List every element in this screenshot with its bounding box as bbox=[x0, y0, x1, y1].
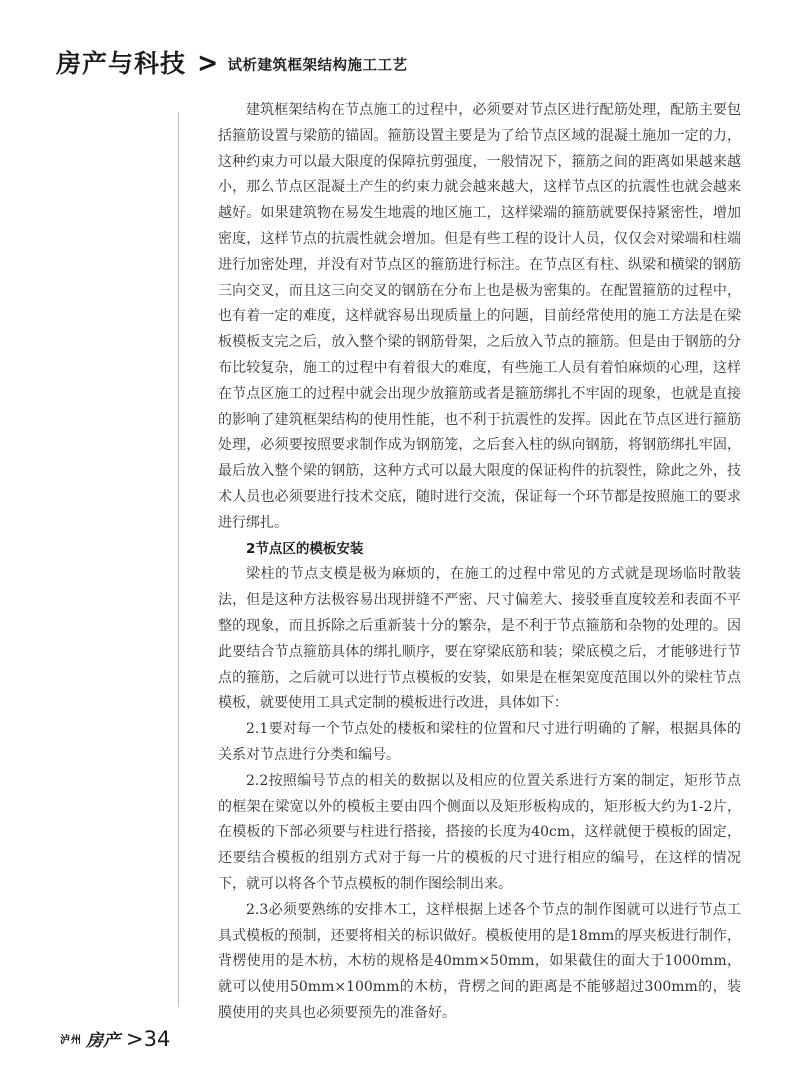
page-footer bbox=[60, 1026, 170, 1051]
paragraph: 2.1要对每一个节点处的楼板和梁柱的位置和尺寸进行明确的了解，根据具体的关系对节点进行分类和编号。 bbox=[218, 721, 741, 763]
section-name: 房产与科技 bbox=[56, 49, 187, 78]
paragraph: 建筑框架结构在节点施工的过程中，必须要对节点区进行配筋处理，配筋主要包括箍筋设置与梁筋的锚固。箍筋设置主要是为了给节点区域的混凝土施加一定的力，这种约束力可以最大限度的保障抗剪强度，一般情况下，箍筋之间的距离如果越来越小，那么节点区混凝土产生的约束力就会越来越大，这样节点区的抗震性也就会越来越好。如果建筑物在易发生地震的地区施工，这样梁端的箍筋就要保持紧密性，增加密度，这样节点的抗震性就会增加。但是有些工程的设计人员，仅仅会对梁端和柱端进行加密处理，并没有对节点区的箍筋进行标注。在节点区有柱、纵梁和横梁的钢筋三向交叉，而且这三向交叉的钢筋在分布上也是极为密集的。在配置箍筋的过程中，也有着一定的难度，这样就容易出现质量上的问题，目前经常使用的施工方法是在梁板模板支完之后，放入整个梁的钢筋骨架，之后放入节点的箍筋。但是由于钢筋的分布比较复杂，施工的过程中有着很大的难度，有些施工人员有着怕麻烦的心理，这样在节点区施工的过程中就会出现少放箍筋或者是箍筋绑扎不牢固的现象，也就是直接的影响了建筑框架结构的使用性能，也不利于抗震性的发挥。因此在节点区进行箍筋处理，必须要按照要求制作成为钢筋笼，之后套入柱的纵向钢筋，将钢筋绑扎牢固，最后放入整个梁的钢筋，这种方式可以最大限度的保证构件的抗裂性，除此之外，技术人员也必须要进行技术交底，随时进行交流，保证每一个环节都是按照施工的要求进行绑扎。 bbox=[218, 102, 741, 531]
section-heading: 2节点区的模板安装 bbox=[246, 540, 364, 557]
paragraph: 梁柱的节点支模是极为麻烦的，在施工的过程中常见的方式就是现场临时散装法，但是这种方法极容易出现拼缝不严密、尺寸偏差大、接驳垂直度较差和表面不平整的现象，而且拆除之后重新装十分的繁杂，是不利于节点箍筋和杂物的处理的。因此要结合节点箍筋具体的绑扎顺序，要在穿梁底筋和装；梁底模之后，才能够进行节点的箍筋，之后就可以进行节点模板的安装，如果是在框架宽度范围以外的梁柱节点模板，就要使用工具式定制的模板进行改进，具体如下： bbox=[218, 566, 741, 712]
page-number: >34 bbox=[126, 1026, 171, 1051]
margin-rule bbox=[178, 112, 179, 1007]
paragraph: 2.3必须要熟练的安排木工，这样根据上述各个节点的制作图就可以进行节点工具式模板的预制，还要将相关的标识做好。模板使用的是18mm的厚夹板进行制作，背楞使用的是木枋，木枋的规格是40mm×50mm，如果截住的面大于1000mm，就可以使用50mm×100mm的木枋，背楞之间的距离是不能够超过300mm的，装膜使用的夹具也必须要预先的准备好。 bbox=[218, 901, 741, 1021]
running-header bbox=[56, 42, 407, 82]
article-body bbox=[218, 98, 741, 1027]
paragraph: 2.2按照编号节点的相关的数据以及相应的位置关系进行方案的制定，矩形节点的框架在梁宽以外的模板主要由四个侧面以及矩形板构成的，矩形板大约为1-2片，在模板的下部必须要与柱进行搭接，搭接的长度为40cm，这样就便于模板的固定，还要结合模板的组别方式对于每一片的模板的尺寸进行相应的编号，在这样的情况下，就可以将各个节点模板的制作图绘制出来。 bbox=[218, 772, 741, 892]
footer-city: 泸州 bbox=[60, 1035, 82, 1046]
article-title: 试析建筑框架结构施工工艺 bbox=[227, 57, 408, 74]
footer-magazine-logo: 房产 bbox=[86, 1031, 120, 1051]
header-separator: > bbox=[197, 45, 219, 79]
